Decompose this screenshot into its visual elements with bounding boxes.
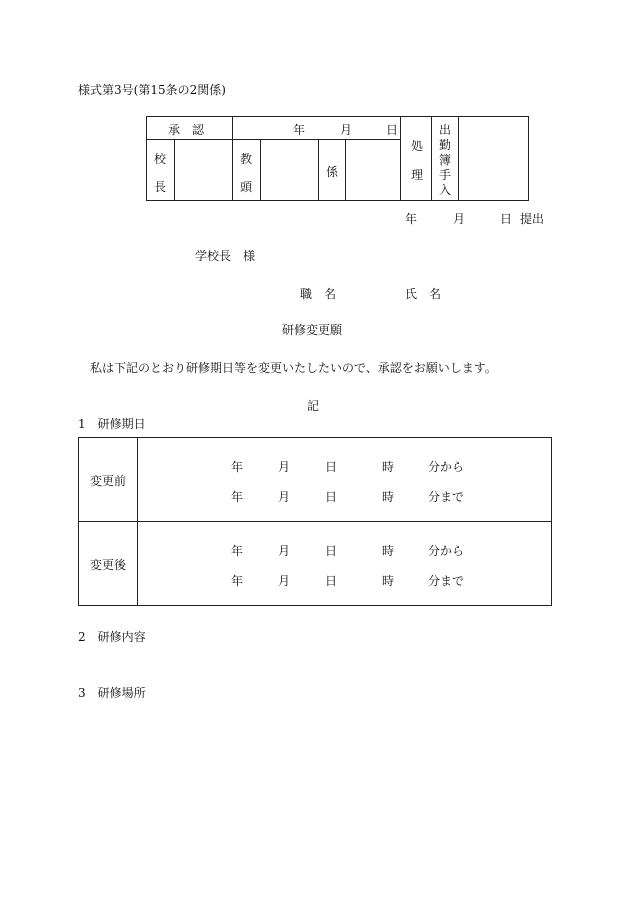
before-to-month: 月 [278, 490, 291, 504]
before-from-hour: 時 [382, 460, 395, 474]
submission-day: 日 [500, 212, 513, 226]
after-to-year: 年 [231, 574, 244, 588]
after-from-minute: 分から [428, 544, 465, 558]
ki-label: 記 [307, 399, 320, 413]
before-from-minute: 分から [428, 460, 465, 474]
before-from-month: 月 [278, 460, 291, 474]
before-from-year: 年 [231, 460, 244, 474]
attendance-label-4: 手 [439, 168, 452, 182]
after-to-day: 日 [325, 574, 338, 588]
form-number: 様式第3号(第15条の2関係) [78, 83, 226, 97]
processing-label-2: 理 [411, 168, 424, 182]
addressee: 学校長 様 [195, 249, 256, 263]
before-to-hour: 時 [382, 490, 395, 504]
approval-year: 年 [293, 123, 306, 137]
submission-year: 年 [405, 212, 418, 226]
before-to-day: 日 [325, 490, 338, 504]
before-label: 変更前 [90, 474, 127, 488]
attendance-label-2: 勤 [439, 138, 452, 152]
before-to-year: 年 [231, 490, 244, 504]
attendance-label-1: 出 [439, 123, 452, 137]
processing-label-1: 処 [411, 139, 424, 153]
staff-label: 係 [326, 165, 339, 179]
name-label: 氏 名 [405, 287, 442, 301]
before-from-day: 日 [325, 460, 338, 474]
after-from-hour: 時 [382, 544, 395, 558]
approval-day: 日 [386, 123, 399, 137]
approval-label: 承 認 [168, 123, 205, 137]
after-from-month: 月 [278, 544, 291, 558]
attendance-label-3: 簿 [439, 153, 452, 167]
section2-heading: 2 研修内容 [78, 630, 146, 644]
body-text: 私は下記のとおり研修期日等を変更いたしたいので、承認をお願いします。 [90, 361, 497, 375]
vice-principal-label-2: 頭 [240, 180, 253, 194]
after-label: 変更後 [90, 558, 127, 572]
after-to-month: 月 [278, 574, 291, 588]
document-title: 研修変更願 [282, 323, 343, 337]
principal-label-2: 長 [154, 180, 167, 194]
section3-heading: 3 研修場所 [78, 686, 146, 700]
section1-heading: 1 研修期日 [78, 417, 146, 431]
after-from-year: 年 [231, 544, 244, 558]
before-to-minute: 分まで [428, 490, 465, 504]
position-label: 職 名 [300, 287, 337, 301]
after-to-hour: 時 [382, 574, 395, 588]
principal-label-1: 校 [154, 152, 167, 166]
submission-label: 提出 [520, 212, 545, 226]
after-to-minute: 分まで [428, 574, 465, 588]
vice-principal-label-1: 教 [240, 152, 253, 166]
approval-month: 月 [340, 123, 353, 137]
attendance-label-5: 入 [439, 183, 452, 197]
after-from-day: 日 [325, 544, 338, 558]
submission-month: 月 [453, 212, 466, 226]
